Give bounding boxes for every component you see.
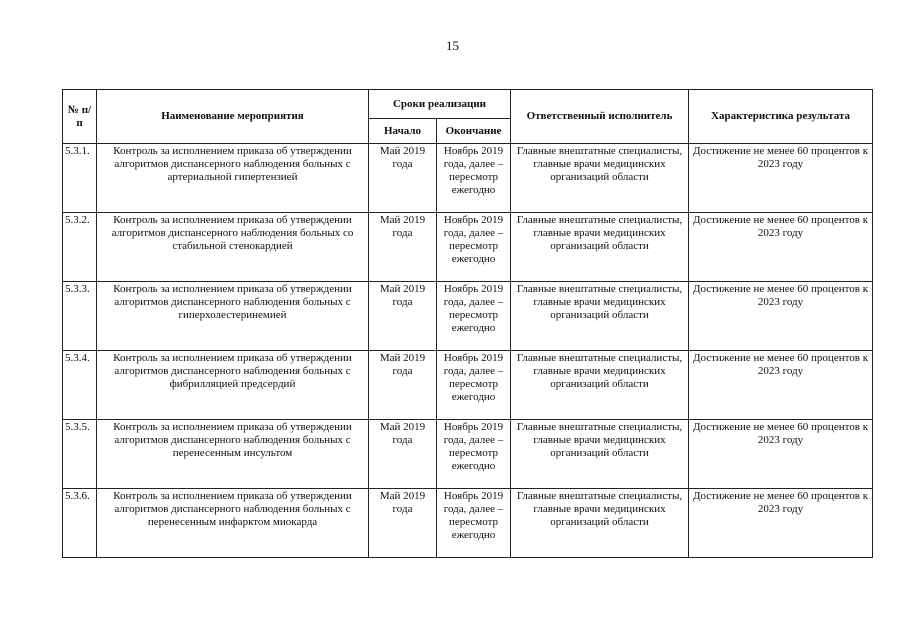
row-result: Достижение не менее 60 процентов к 2023 году xyxy=(689,144,873,213)
row-responsible: Главные внештатные специалисты, главные врачи медицинских организаций области xyxy=(511,489,689,558)
header-responsible: Ответственный исполнитель xyxy=(511,90,689,144)
row-name: Контроль за исполнением приказа об утверждении алгоритмов диспансерного наблюдения больных со стабильной стенокардией xyxy=(97,213,369,282)
measures-table xyxy=(62,89,873,558)
row-end: Ноябрь 2019 года, далее – пересмотр ежегодно xyxy=(437,420,511,489)
row-end: Ноябрь 2019 года, далее – пересмотр ежегодно xyxy=(437,213,511,282)
row-end: Ноябрь 2019 года, далее – пересмотр ежегодно xyxy=(437,144,511,213)
row-responsible: Главные внештатные специалисты, главные врачи медицинских организаций области xyxy=(511,351,689,420)
table-row xyxy=(63,489,873,558)
header-terms: Сроки реализации xyxy=(369,90,511,119)
row-responsible: Главные внештатные специалисты, главные врачи медицинских организаций области xyxy=(511,420,689,489)
table-row xyxy=(63,144,873,213)
row-result: Достижение не менее 60 процентов к 2023 году xyxy=(689,351,873,420)
row-name: Контроль за исполнением приказа об утверждении алгоритмов диспансерного наблюдения больных с перенесенным инсультом xyxy=(97,420,369,489)
row-start: Май 2019 года xyxy=(369,282,437,351)
row-num: 5.3.5. xyxy=(63,420,97,489)
table-row xyxy=(63,282,873,351)
row-start: Май 2019 года xyxy=(369,351,437,420)
header-start: Начало xyxy=(369,119,437,144)
header-name: Наименование мероприятия xyxy=(97,90,369,144)
row-result: Достижение не менее 60 процентов к 2023 году xyxy=(689,489,873,558)
header-num: № п/п xyxy=(63,90,97,144)
row-start: Май 2019 года xyxy=(369,489,437,558)
row-start: Май 2019 года xyxy=(369,144,437,213)
row-num: 5.3.3. xyxy=(63,282,97,351)
row-responsible: Главные внештатные специалисты, главные врачи медицинских организаций области xyxy=(511,282,689,351)
row-num: 5.3.6. xyxy=(63,489,97,558)
row-name: Контроль за исполнением приказа об утверждении алгоритмов диспансерного наблюдения больных с гиперхолестеринемией xyxy=(97,282,369,351)
header-end: Окончание xyxy=(437,119,511,144)
row-num: 5.3.2. xyxy=(63,213,97,282)
row-end: Ноябрь 2019 года, далее – пересмотр ежегодно xyxy=(437,282,511,351)
row-end: Ноябрь 2019 года, далее – пересмотр ежегодно xyxy=(437,489,511,558)
table-row xyxy=(63,351,873,420)
row-result: Достижение не менее 60 процентов к 2023 году xyxy=(689,282,873,351)
row-responsible: Главные внештатные специалисты, главные врачи медицинских организаций области xyxy=(511,213,689,282)
row-name: Контроль за исполнением приказа об утверждении алгоритмов диспансерного наблюдения больных с фибрилляцией предсердий xyxy=(97,351,369,420)
row-responsible: Главные внештатные специалисты, главные врачи медицинских организаций области xyxy=(511,144,689,213)
row-end: Ноябрь 2019 года, далее – пересмотр ежегодно xyxy=(437,351,511,420)
header-result: Характеристика результата xyxy=(689,90,873,144)
row-num: 5.3.1. xyxy=(63,144,97,213)
row-start: Май 2019 года xyxy=(369,420,437,489)
row-result: Достижение не менее 60 процентов к 2023 году xyxy=(689,420,873,489)
table-row xyxy=(63,420,873,489)
row-result: Достижение не менее 60 процентов к 2023 году xyxy=(689,213,873,282)
row-name: Контроль за исполнением приказа об утверждении алгоритмов диспансерного наблюдения больных с артериальной гипертензией xyxy=(97,144,369,213)
row-num: 5.3.4. xyxy=(63,351,97,420)
row-start: Май 2019 года xyxy=(369,213,437,282)
row-name: Контроль за исполнением приказа об утверждении алгоритмов диспансерного наблюдения больных с перенесенным инфарктом миокарда xyxy=(97,489,369,558)
table-row xyxy=(63,213,873,282)
page-number: 15 xyxy=(446,38,459,53)
